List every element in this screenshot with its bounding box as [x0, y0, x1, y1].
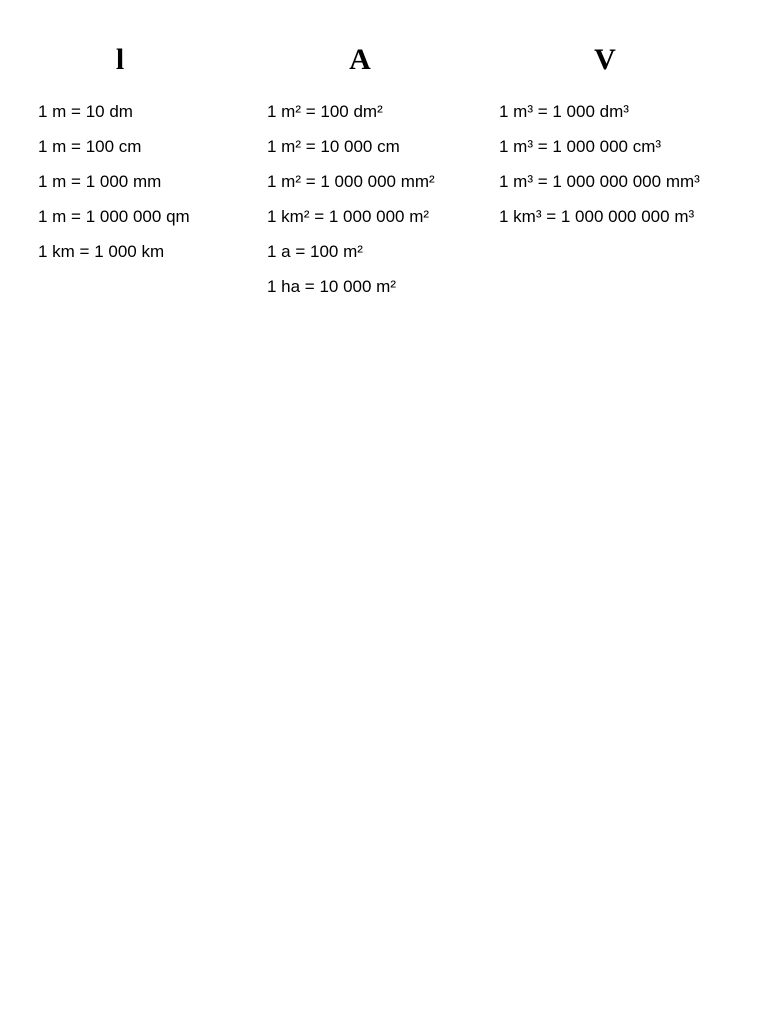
- volume-heading: V: [594, 43, 616, 76]
- length-conversion-row: 1 m = 100 cm: [38, 137, 142, 156]
- volume-conversion-row: 1 m³ = 1 000 dm³: [499, 102, 629, 121]
- area-conversion-row: 1 km² = 1 000 000 m²: [267, 207, 430, 226]
- length-conversion-list: [38, 94, 190, 269]
- length-heading: l: [115, 43, 125, 76]
- area-conversion-row: 1 ha = 10 000 m²: [267, 277, 397, 296]
- length-conversion-row: 1 m = 10 dm: [38, 102, 133, 121]
- volume-conversion-list: [499, 94, 700, 234]
- volume-conversion-row: 1 km³ = 1 000 000 000 m³: [499, 207, 695, 226]
- area-conversion-row: 1 m² = 100 dm²: [267, 102, 383, 121]
- length-conversion-row: 1 m = 1 000 mm: [38, 172, 162, 191]
- length-conversion-row: 1 m = 1 000 000 qm: [38, 207, 190, 226]
- area-heading: A: [349, 43, 371, 76]
- volume-conversion-row: 1 m³ = 1 000 000 cm³: [499, 137, 662, 156]
- length-conversion-row: 1 km = 1 000 km: [38, 242, 165, 261]
- area-conversion-row: 1 m² = 1 000 000 mm²: [267, 172, 435, 191]
- area-conversion-list: [267, 94, 435, 304]
- volume-conversion-row: 1 m³ = 1 000 000 000 mm³: [499, 172, 700, 191]
- area-conversion-row: 1 m² = 10 000 cm: [267, 137, 400, 156]
- area-conversion-row: 1 a = 100 m²: [267, 242, 363, 261]
